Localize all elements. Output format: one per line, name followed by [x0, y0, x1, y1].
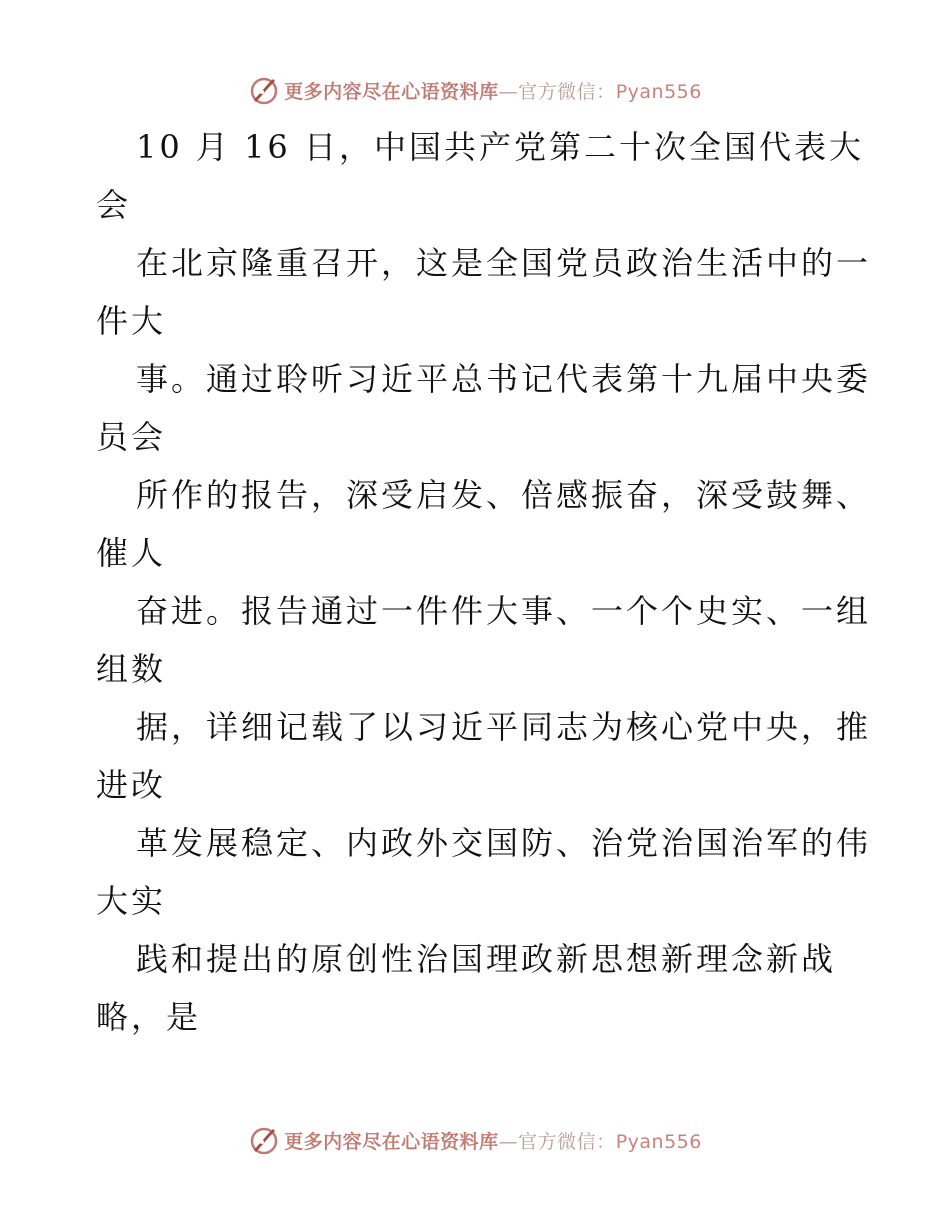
text-line: 奋进。报告通过一件件大事、一个个史实、一组 — [136, 592, 872, 630]
text-line: 在北京隆重召开，这是全国党员政治生活中的一 — [136, 244, 872, 282]
footer-banner — [0, 1120, 950, 1160]
text-line: 员会 — [96, 418, 167, 456]
footer-banner-main: 更多内容尽在心语资料库 — [284, 1130, 499, 1153]
pen-nib-seal-icon — [248, 1124, 280, 1156]
text-line: 革发展稳定、内政外交国防、治党治国治军的伟 — [136, 824, 872, 862]
header-banner — [0, 70, 950, 110]
text-line: 据，详细记载了以习近平同志为核心党中央，推 — [136, 708, 872, 746]
header-banner-id: Pyan556 — [615, 80, 702, 103]
text-line: 所作的报告，深受启发、倍感振奋，深受鼓舞、 — [136, 476, 872, 514]
text-line: 进改 — [96, 766, 167, 804]
pen-nib-seal-icon — [248, 74, 280, 106]
footer-banner-id: Pyan556 — [615, 1130, 702, 1153]
text-line: 大实 — [96, 882, 167, 920]
footer-banner-text — [284, 1127, 702, 1154]
text-line: 催人 — [96, 534, 167, 572]
footer-banner-wechat: 官方微信： — [518, 1130, 616, 1153]
footer-banner-dash: — — [498, 1130, 519, 1153]
document-body — [96, 118, 872, 1046]
text-line: 略，是 — [96, 998, 202, 1036]
header-banner-wechat: 官方微信： — [518, 80, 616, 103]
text-line: 事。通过聆听习近平总书记代表第十九届中央委 — [136, 360, 872, 398]
header-banner-text — [284, 77, 702, 104]
text-line: 践和提出的原创性治国理政新思想新理念新战 — [136, 940, 837, 978]
header-banner-main: 更多内容尽在心语资料库 — [284, 80, 499, 103]
text-line: 10 月 16 日，中国共产党第二十次全国代表大 — [136, 128, 864, 166]
text-line: 会 — [96, 186, 132, 224]
header-banner-dash: — — [498, 80, 519, 103]
text-line: 件大 — [96, 302, 167, 340]
text-line: 组数 — [96, 650, 167, 688]
